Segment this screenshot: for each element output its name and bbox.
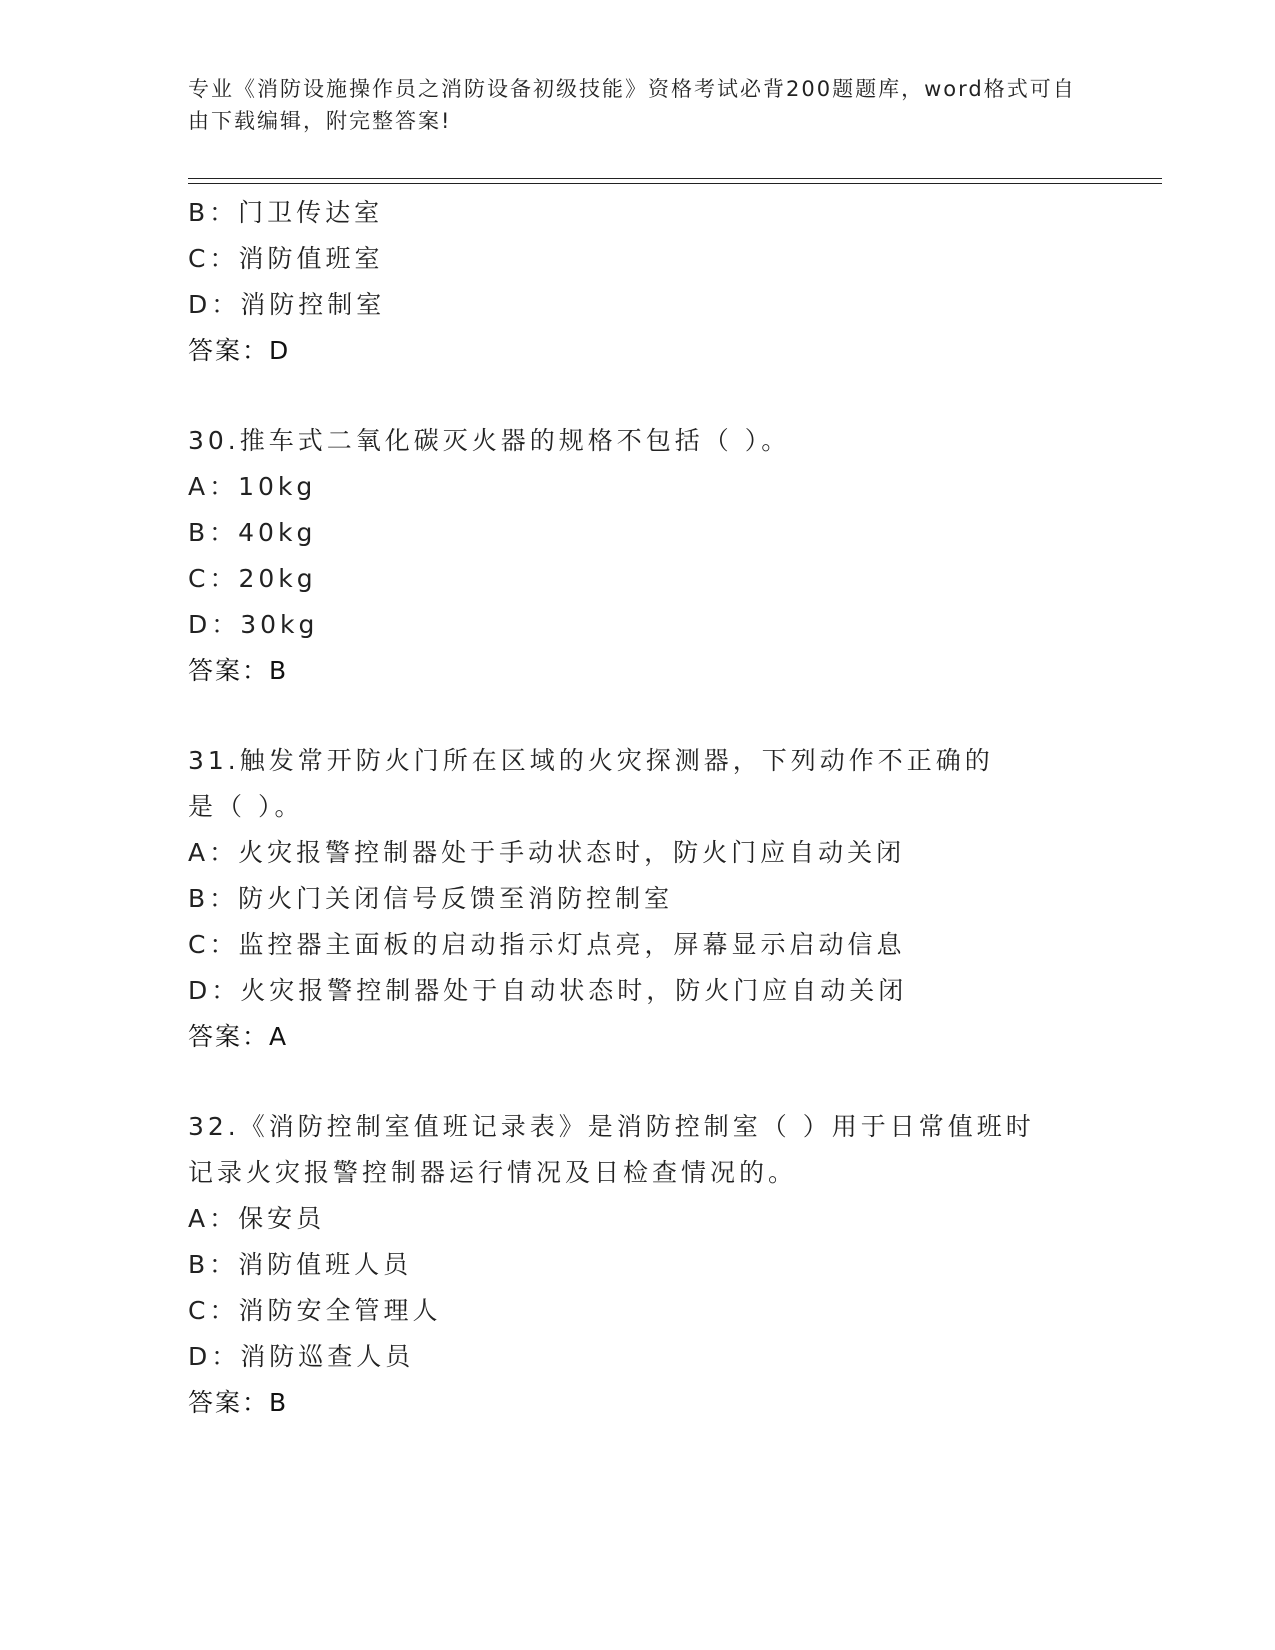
header-divider-top: [188, 178, 1162, 179]
question-block-31: [188, 738, 1088, 1060]
question-block-32: [188, 1104, 1088, 1426]
option-d: D：火灾报警控制器处于自动状态时，防火门应自动关闭: [188, 976, 908, 1005]
question-block-30: [188, 418, 1088, 694]
answer-line: 答案：D: [188, 336, 291, 365]
option-c: C：监控器主面板的启动指示灯点亮，屏幕显示启动信息: [188, 930, 906, 959]
option-d: D：30kg: [188, 610, 319, 639]
question-text: 32.《消防控制室值班记录表》是消防控制室（ ）用于日常值班时记录火灾报警控制器运行情况及日检查情况的。: [188, 1112, 1035, 1187]
question-text: 31.触发常开防火门所在区域的火灾探测器，下列动作不正确的是（ ）。: [188, 746, 994, 821]
option-a: A：保安员: [188, 1204, 326, 1233]
option-c: C：20kg: [188, 564, 317, 593]
option-c: C：消防值班室: [188, 244, 384, 273]
option-b: B：40kg: [188, 518, 317, 547]
option-c: C：消防安全管理人: [188, 1296, 442, 1325]
option-b: B：门卫传达室: [188, 198, 384, 227]
option-b: B：消防值班人员: [188, 1250, 413, 1279]
answer-line: 答案：B: [188, 656, 289, 685]
option-a: A：10kg: [188, 472, 317, 501]
option-d: D：消防控制室: [188, 290, 386, 319]
question-list: [188, 190, 1088, 1426]
answer-line: 答案：B: [188, 1388, 289, 1417]
option-b: B：防火门关闭信号反馈至消防控制室: [188, 884, 674, 913]
document-header: 专业《消防设施操作员之消防设备初级技能》资格考试必背200题题库，word格式可自由下载编辑，附完整答案!: [188, 77, 1076, 133]
question-block-29: [188, 190, 1088, 374]
option-d: D：消防巡查人员: [188, 1342, 415, 1371]
option-a: A：火灾报警控制器处于手动状态时，防火门应自动关闭: [188, 838, 906, 867]
header-divider-bottom: [188, 183, 1162, 184]
answer-line: 答案：A: [188, 1022, 289, 1051]
question-text: 30.推车式二氧化碳灭火器的规格不包括（ ）。: [188, 426, 791, 455]
